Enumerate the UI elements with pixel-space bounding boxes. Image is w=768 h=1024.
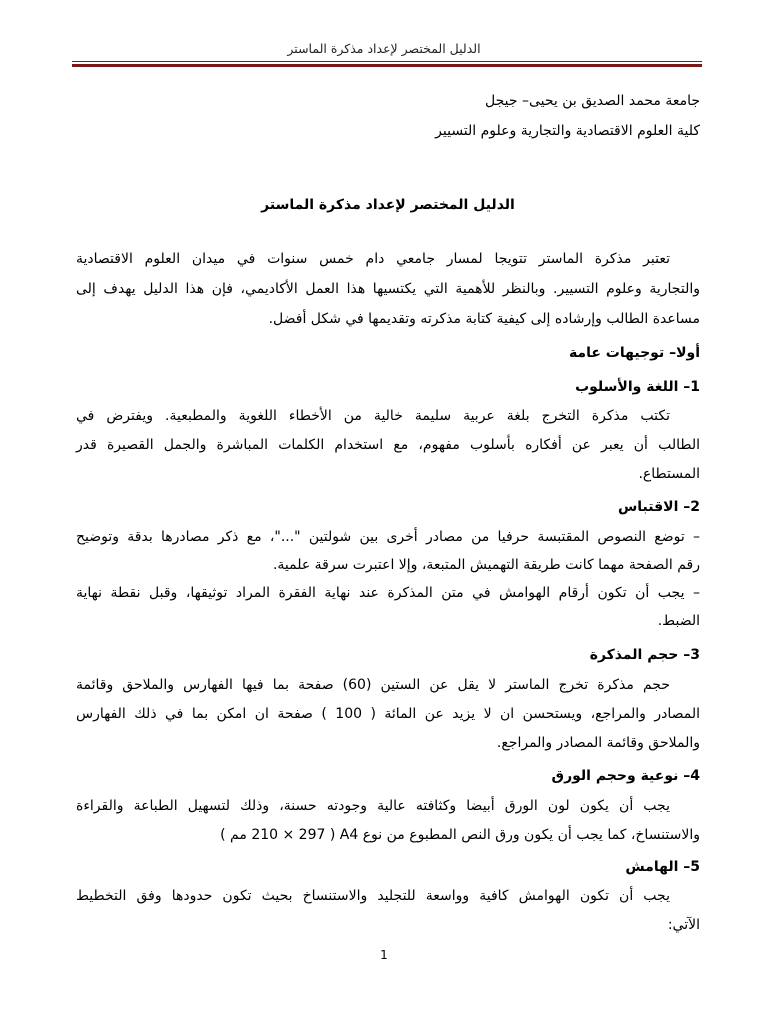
university-name: جامعة محمد الصديق بن يحيى– جيجل: [484, 93, 700, 109]
s5-line-1: يجب أن تكون الهوامش كافية وواسعة للتجليد والاستنساخ بحيث تكون حدودها وفق التخطيط: [76, 888, 670, 904]
intro-line-2: والتجارية وعلوم التسيير. وبالنظر للأهمية التي يكتسيها هذا العمل الأكاديمي، فإن هذا الدليل يهدف إلى: [76, 281, 700, 297]
intro-line-3: مساعدة الطالب وإرشاده إلى كيفية كتابة مذكرته وتقديمها في شكل أفضل.: [268, 311, 700, 327]
s2-line-1: – توضع النصوص المقتبسة حرفيا من مصادر أخرى بين شولتين "..."، مع ذكر مصادرها بدقة وتوضيح: [76, 529, 700, 545]
s1-line-1: تكتب مذكرة التخرج بلغة عربية سليمة خالية من الأخطاء اللغوية والمطبعية. ويفترض في: [76, 408, 670, 424]
s4-heading: 4– نوعية وحجم الورق: [551, 768, 700, 784]
header-rule-thick: [72, 64, 702, 67]
s5-heading: 5– الهامش: [625, 859, 700, 875]
s4-line-2: والاستنساخ، كما يجب أن يكون ورق النص المطبوع من نوع A4 ( 210 × 297 مم ): [220, 827, 700, 843]
s2-line-4: الضبط.: [657, 613, 700, 629]
section-heading-general: أولا– توجيهات عامة: [568, 345, 700, 361]
s4-line-1: يجب أن يكون لون الورق أبيضا وكثافته عالية وجودته حسنة، وذلك لتسهيل الطباعة والقراءة: [76, 798, 670, 814]
s1-line-3: المستطاع.: [638, 466, 700, 482]
s2-heading: 2– الاقتباس: [617, 499, 700, 515]
header-rule-thin: [72, 61, 702, 62]
faculty-name: كلية العلوم الاقتصادية والتجارية وعلوم التسيير: [435, 123, 700, 139]
intro-line-1: تعتبر مذكرة الماستر تتويجا لمسار جامعي دام خمس سنوات في ميدان العلوم الاقتصادية: [76, 251, 670, 267]
s3-heading: 3– حجم المذكرة: [589, 647, 700, 663]
s5-line-2: الآتي:: [667, 917, 700, 933]
page-number: 1: [380, 948, 388, 962]
s3-line-3: والملاحق وقائمة المصادر والمراجع.: [496, 735, 700, 751]
s1-heading: 1– اللغة والأسلوب: [575, 379, 700, 395]
s3-line-1: حجم مذكرة تخرج الماستر لا يقل عن الستين (60) صفحة بما فيها الفهارس والملاحق وقائمة: [76, 677, 670, 693]
running-header: الدليل المختصر لإعداد مذكرة الماستر: [287, 41, 481, 56]
s2-line-3: – يجب أن تكون أرقام الهوامش في متن المذكرة عند نهاية الفقرة المراد توثيقها، وقبل نقطة نهاية: [76, 585, 700, 601]
s2-line-2: رقم الصفحة مهما كانت طريقة التهميش المتبعة، وإلا اعتبرت سرقة علمية.: [272, 557, 700, 573]
doc-title: الدليل المختصر لإعداد مذكرة الماستر: [261, 197, 515, 213]
s1-line-2: الطالب أن يعبر عن أفكاره بأسلوب مفهوم، مع استخدام الكلمات المباشرة والجمل القصيرة قدر: [76, 437, 700, 453]
s3-line-2: المصادر والمراجع، ويستحسن ان لا يزيد عن المائة ( 100 ) صفحة ان امكن بما في ذلك الفهارس: [76, 706, 700, 722]
